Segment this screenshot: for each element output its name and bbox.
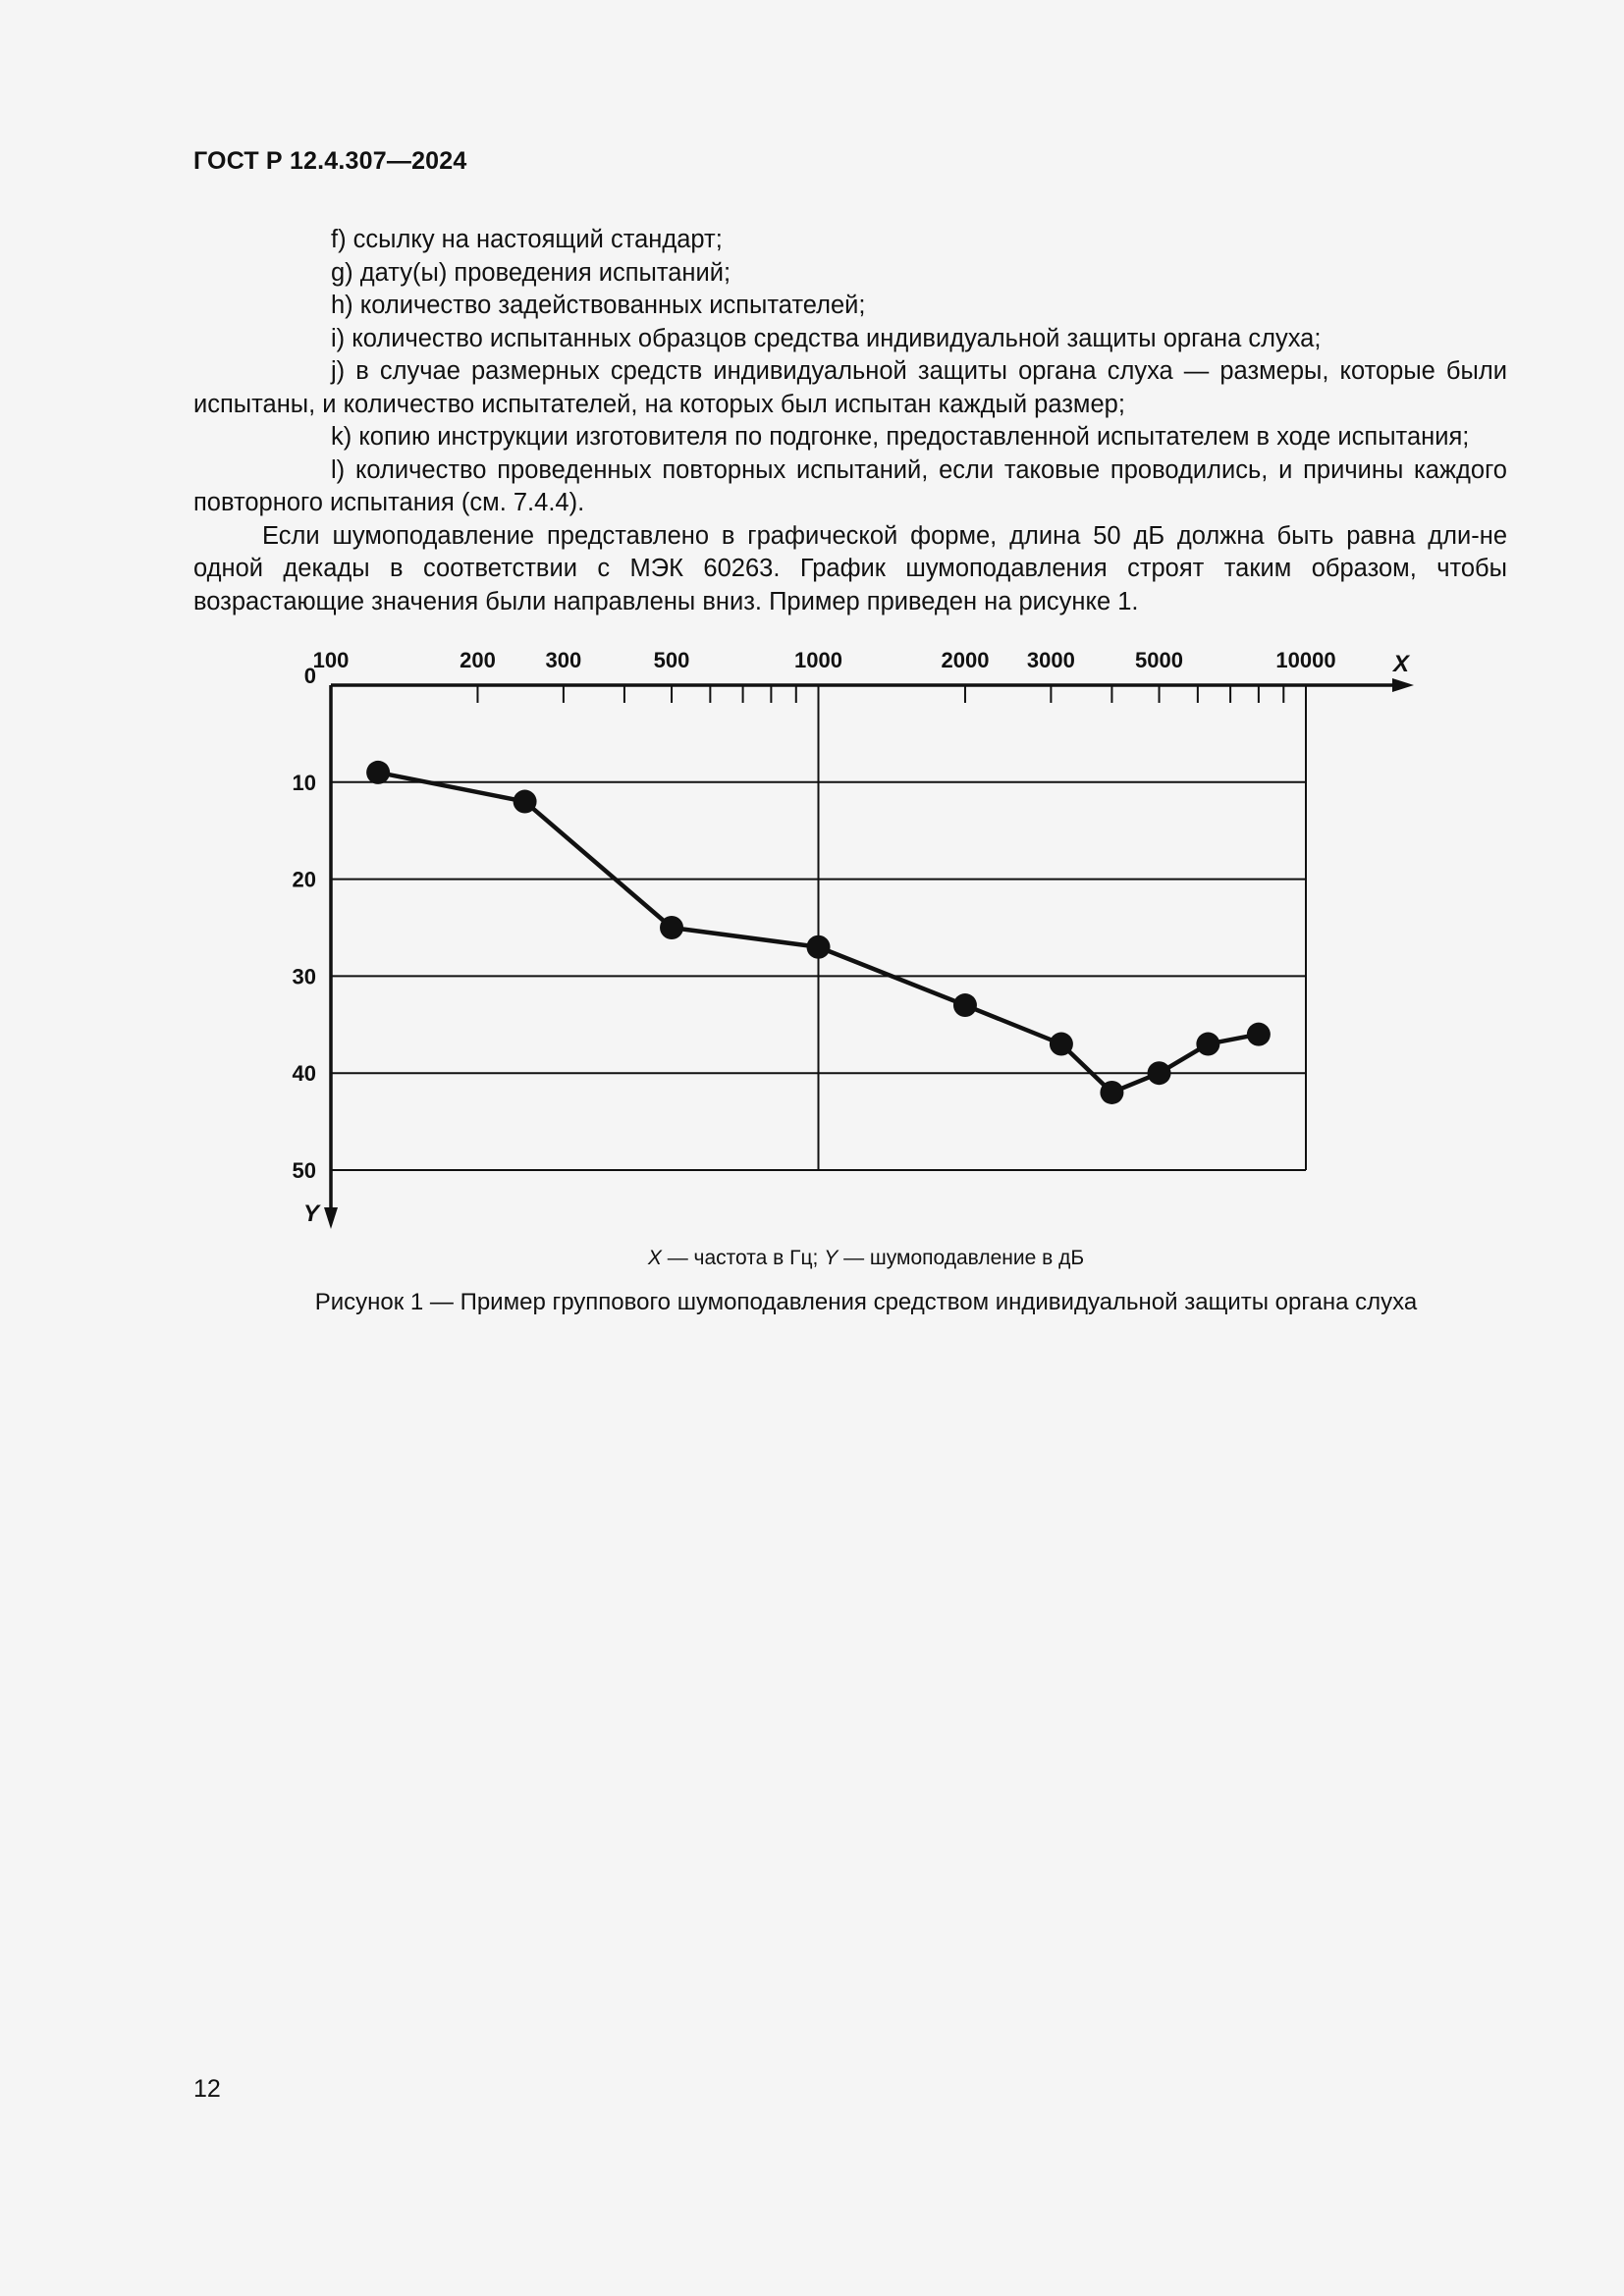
x-tick-label: 200 <box>460 648 496 672</box>
legend-y-symbol: Y <box>824 1247 839 1269</box>
list-marker: g) <box>331 258 353 287</box>
y-axis-label: Y <box>302 1201 320 1227</box>
y-tick-label: 10 <box>292 770 316 795</box>
legend-y-text: — шумоподавление в дБ <box>838 1247 1085 1269</box>
document-body <box>193 224 1507 618</box>
list-item <box>193 421 1507 454</box>
data-point <box>514 790 537 814</box>
data-point <box>366 761 390 784</box>
list-item <box>193 257 1507 291</box>
x-axis-label: X <box>1392 651 1410 677</box>
data-point <box>1247 1023 1271 1046</box>
list-marker: k) <box>331 423 352 451</box>
data-point <box>1050 1033 1073 1056</box>
list-item <box>193 323 1507 356</box>
list-item <box>193 224 1507 257</box>
y-tick-label: 30 <box>292 964 316 989</box>
data-point <box>953 993 977 1017</box>
data-point <box>660 916 683 939</box>
y-tick-label: 0 <box>303 664 316 688</box>
list-item-text: ссылку на настоящий стандарт; <box>352 226 723 253</box>
figure-caption: Рисунок 1 — Пример группового шумоподавления средством индивидуальной защиты органа слуха <box>314 1289 1418 1315</box>
x-tick-label: 100 <box>312 648 350 672</box>
document-header: ГОСТ Р 12.4.307—2024 <box>193 147 467 175</box>
x-tick-label: 5000 <box>1135 648 1184 672</box>
x-axis-arrow <box>1392 678 1414 692</box>
x-tick-label: 3000 <box>1026 648 1075 672</box>
y-tick-label: 20 <box>292 867 316 892</box>
list-item-text: количество проведенных повторных испытаний, если таковые проводились, и причины каждого повторного испытания (см. 7.4.4). <box>193 455 1507 516</box>
list-item-text: количество испытанных образцов средства индивидуальной защиты органа слуха; <box>352 324 1322 352</box>
figure-1 <box>275 638 1434 1237</box>
x-tick-label: 10000 <box>1275 648 1336 672</box>
list-item-text: в случае размерных средств индивидуальной защиты органа слуха — размеры, которые были испытаны, и количество испытателей, на которых был испытан каждый размер; <box>193 357 1507 418</box>
x-tick-label: 1000 <box>794 648 842 672</box>
figure-legend <box>0 1247 1624 1270</box>
x-tick-label: 300 <box>545 648 582 672</box>
data-point <box>807 935 831 959</box>
y-tick-label: 50 <box>292 1158 316 1183</box>
page-number: 12 <box>193 2075 221 2103</box>
list-marker: j) <box>331 357 346 385</box>
list-item <box>193 454 1507 520</box>
data-point <box>1100 1081 1123 1104</box>
noise-attenuation-chart <box>275 638 1434 1237</box>
list-marker: i) <box>331 324 346 352</box>
x-tick-label: 2000 <box>941 648 990 672</box>
list-item-text: количество задействованных испытателей; <box>359 292 866 319</box>
list-item <box>193 290 1507 323</box>
legend-x-symbol: X <box>647 1247 662 1269</box>
list-item <box>193 355 1507 421</box>
body-paragraph: Если шумоподавление представлено в графической форме, длина 50 дБ должна быть равна дли-не одной декады в соответствии с МЭК 60263. График шумоподавления строят таким образом, чтобы возрастающие значения были направлены вниз. Пример приведен на рисунке 1. <box>193 521 1507 615</box>
data-point <box>1148 1061 1171 1085</box>
y-tick-label: 40 <box>292 1061 316 1087</box>
data-point <box>1196 1033 1219 1056</box>
list-marker: f) <box>331 226 347 253</box>
list-marker: l) <box>331 455 346 484</box>
legend-x-text: — частота в Гц; <box>661 1247 825 1269</box>
y-axis-arrow <box>324 1207 338 1229</box>
list-marker: h) <box>331 292 353 319</box>
x-tick-label: 500 <box>653 648 690 672</box>
list-item-text: дату(ы) проведения испытаний; <box>359 258 731 287</box>
list-item-text: копию инструкции изготовителя по подгонке, предоставленной испытателем в ходе испытания; <box>358 423 1470 451</box>
